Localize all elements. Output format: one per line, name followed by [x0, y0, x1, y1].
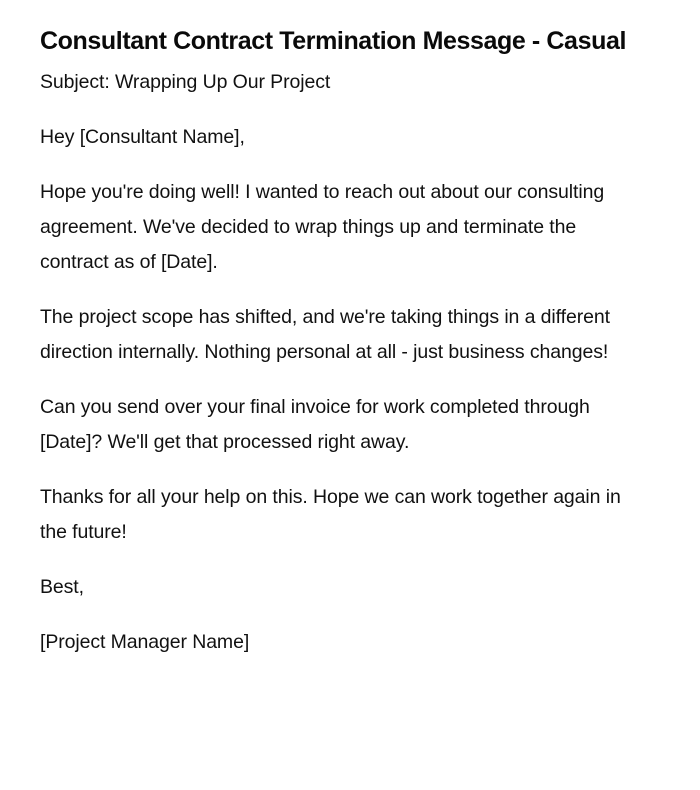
document-title: Consultant Contract Termination Message - Casual — [40, 27, 626, 55]
greeting: Hey [Consultant Name], — [40, 126, 245, 148]
body-paragraph: Hope you're doing well! I wanted to reach out about our consulting agreement. We've decided to wrap things up and terminate the contract as of [Date]. — [40, 181, 605, 273]
body-paragraph: The project scope has shifted, and we're taking things in a different direction internally. Nothing personal at all - just business changes! — [40, 306, 610, 363]
body-paragraph: Can you send over your final invoice for work completed through [Date]? We'll get that processed right away. — [40, 396, 590, 453]
signature: [Project Manager Name] — [40, 631, 250, 653]
subject-line: Subject: Wrapping Up Our Project — [40, 71, 331, 93]
body-paragraph: Thanks for all your help on this. Hope we can work together again in the future! — [40, 486, 621, 543]
closing: Best, — [40, 576, 84, 598]
